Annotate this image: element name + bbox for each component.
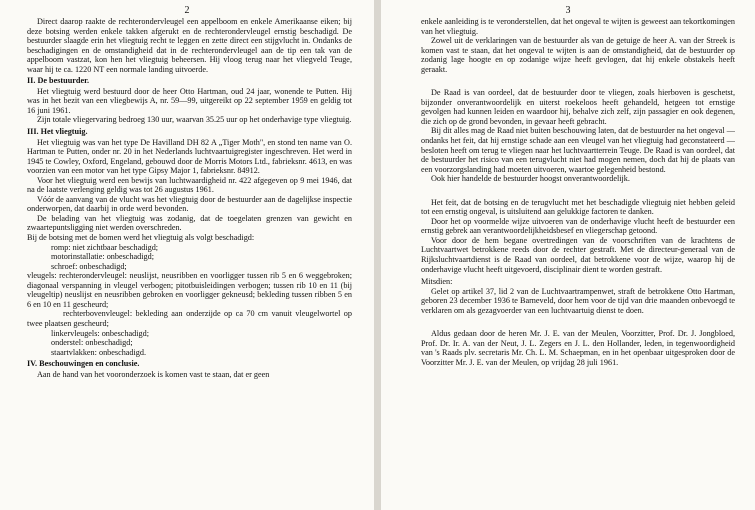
damage-lead: Bij de botsing met de bomen werd het vliegtuig als volgt beschadigd: [27,233,255,243]
paragraph: De belading van het vliegtuig was zodanig, dat de toegelaten grenzen van gewicht en zwaartepuntsligging niet werden overschreden. [27,213,352,233]
paragraph: Door het op voormelde wijze uitvoeren van de onderhavige vlucht heeft de bestuurder een ernstig gebrek aan verantwoordelijkheidsbesef en vliegerschap getoond. [421,216,735,236]
mitsdien-label: Mitsdien: [421,277,453,287]
verdict: Gelet op artikel 37, lid 2 van de Luchtvaartrampenwet, straft de betrokkene Otto Hartman, geboren 23 december 1936 te Barneveld, door hem voor de tijd van drie maanden onbevoegd te verklaren om als gezagvoerder van een luchtvaartuig dienst te doen. [421,286,735,315]
section-heading: II. De bestuurder. [27,76,90,86]
paragraph: Voor het vliegtuig werd een bewijs van luchtwaardigheid nr. 422 afgegeven op 9 mei 1946, dat na de laatste verlenging geldig was tot 26 augustus 1961. [27,175,352,195]
page-right [381,0,755,510]
damage-detail: rechterbovenvleugel: bekleding aan onderzijde op ca 70 cm vanuit vleugelwortel op twee plaatsen gescheurd; [27,309,352,328]
paragraph: Direct daarop raakte de rechterondervleugel een appelboom en enkele Amerikaanse eiken; bij deze botsing werden enkele takken afgerukt en de rechterondervleugel ernstig beschadigd. De bestuurder slaagde erin het vliegtuig recht te leggen en zette direct een stijgvlucht in. Ondanks de beschadigingen en de omstandigheid dat in de rechterondervleugel aan de tip een tak van de appelboom vastzat, kon hen het vliegtuig beheersen. Hij vloog terug naar het vliegveld Teuge, waar hij te ca. 1220 NT een normale landing uitvoerde. [27,17,352,74]
damage-item: linkervleugels: onbeschadigd; [51,328,149,338]
paragraph: Zowel uit de verklaringen van de bestuurder als van de getuige de heer A. van der Streek is komen vast te staan, dat het ongeval te wijten is aan de omstandigheid, dat de bestuurder op zodanig lage hoogte en op zodanige wijze heeft gevlogen, dat hij enkele obstakels heeft geraakt. [421,36,735,74]
paragraph: enkele aanleiding is te veronderstellen, dat het ongeval te wijten is geweest aan tekortkomingen van het vliegtuig. [421,17,735,36]
paragraph: Zijn totale vliegervaring bedroeg 130 uur, waarvan 35.25 uur op het onderhavige type vliegtuig. [37,115,352,125]
paragraph: Voor door de hem begane overtredingen van de voorschriften van de krachtens de Luchtvaartwet betrokkene reeds door de rechter gestraft. Met de directeur-generaal van de Rijksluchtvaartdienst is de Raad van oordeel, dat betrokkene voor de wijze, waarop hij de onderhavige vlucht heeft uitgevoerd, disciplinair dient te worden gestraft. [421,235,735,274]
paragraph: Het vliegtuig was van het type De Havilland DH 82 A „Tiger Moth", en stond ten name van O. Hartman te Putten, onder nr. 20 in het Nederlands luchtvaartuigregister ingeschreven. Het werd in 1945 te Cowley, Oxford, Engeland, gebouwd door de Morris Motors Ltd., fabrieksnr. 4613, en was voorzien van een motor van het type Gipsy Major 1, fabrieksnr. 84912. [27,137,352,176]
page-number: 3 [565,5,571,16]
page-gutter [374,0,381,510]
damage-detail: vleugels: rechterondervleugel: neuslijst, neusribben en voorligger tussen rib 5 en 6 weggebroken; diagonaal verspanning in vleugel verbogen; pitotbuisleidingen verbogen; tussen rib 10 en 11 (bij vleugeltip) neuslijst en neusribben gebroken en voorligger geknеusd; bekleding tussen ribben 5 en 6 en 10 en 11 gescheurd; [27,271,352,309]
closing-paragraph: Aldus gedaan door de heren Mr. J. E. van der Meulen, Voorzitter, Prof. Dr. J. Jongbloed, Prof. Dr. Ir. A. van der Neut, J. L. Zegers en J. L. den Hollander, leden, in tegenwoordigheid van 's Raads plv. secretaris Mr. Ch. L. M. Schaepman, en in het openbaar uitgesproken door de Voorzitter Mr. J. E. van der Meulen, op vrijdag 28 juli 1961. [421,329,735,367]
paragraph: Het vliegtuig werd bestuurd door de heer Otto Hartman, oud 24 jaar, wonende te Putten. Hij was in het bezit van een vliegbewijs A, nr. 59—99, uitgereikt op 22 september 1959 en geldig tot 16 juni 1961. [27,86,352,115]
section-heading: III. Het vliegtuig. [27,127,88,137]
paragraph: Het feit, dat de botsing en de terugvlucht met het beschadigde vliegtuig niet hebben geleid tot een ernstig ongeval, is uitsluitend aan gelukkige factoren te danken. [421,197,735,217]
paragraph: Ook hier handelde de bestuurder hoogst onverantwoordelijk. [431,174,630,184]
paragraph: De Raad is van oordeel, dat de bestuurder door te vliegen, zoals hierboven is geschetst, bijzonder onverantwoordelijk en uiterst roekeloos heeft gehandeld, hetgeen tot ernstige gevolgen had kunnen leiden en waardoor hij, behalve zich zelf, zijn passagier en ook degenen, die zich op de grond bevonden, in gevaar heeft gebracht. [421,88,735,126]
paragraph: Vóór de aanvang van de vlucht was het vliegtuig door de bestuurder aan de dagelijkse inspectie onderworpen, dat daarbij in orde werd bevonden. [27,194,352,214]
damage-item: romp: niet zichtbaar beschadigd; [51,242,159,252]
text-column [27,17,352,379]
page-number: 2 [184,5,190,16]
page-left [0,0,374,510]
section-heading: IV. Beschouwingen en conclusie. [27,359,140,369]
damage-item: motorinstallatie: onbeschadigd; [51,252,155,262]
damage-list [27,233,352,357]
paragraph: Bij dit alles mag de Raad niet buiten beschouwing laten, dat de bestuurder na het ongeval — ondanks het feit, dat hij ernstige schade aan een vleugel van het vliegtuig had geconstateerd — besloten heeft om terug te vliegen naar het luchtvaartterrein Teuge. De Raad is van oordeel, dat de bestuurder het risico van een terugvlucht niet had mogen nemen, doch dat hij de plaats van een voorzorgslanding had moeten uitvoeren, waartoe gelegenheid bestond. [421,126,735,174]
paragraph: Aan de hand van het vooronderzoek is komen vast te staan, dat er geen [37,369,270,379]
damage-item: staartvlakken: onbeschadigd. [51,347,147,357]
damage-item: onderstel: onbeschadigd; [51,338,133,348]
text-column [421,17,735,368]
damage-item: schroef: onbeschadigd; [51,261,127,271]
